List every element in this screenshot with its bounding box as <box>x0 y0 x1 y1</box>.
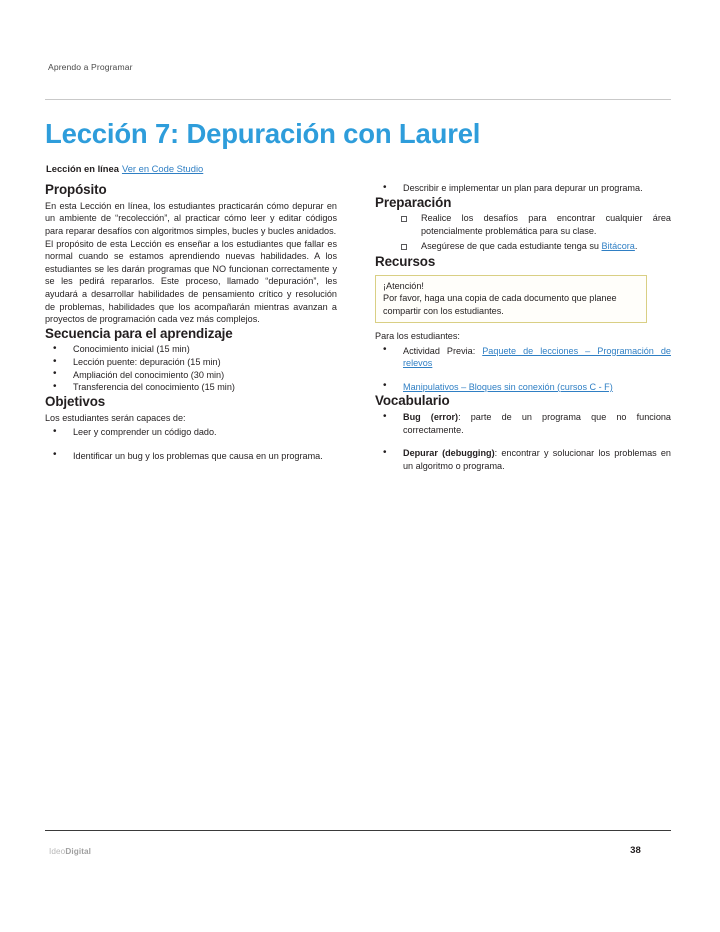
list-item <box>375 381 671 394</box>
vocabulario-term-2: Depurar (debugging) <box>403 448 495 459</box>
heading-recursos: Recursos <box>375 254 436 270</box>
header-divider <box>45 99 671 100</box>
list-item: • Lección puente: depuración (15 min) <box>45 356 337 369</box>
preparacion-item-2-suffix: . <box>634 240 638 251</box>
heading-secuencia: Secuencia para el aprendizaje <box>45 325 233 341</box>
vocabulario-definition-2: : encontrar y solucionar los problemas en un algoritmo o programa. <box>403 448 671 471</box>
list-item: • Conocimiento inicial (15 min) <box>45 343 337 356</box>
callout-body: Por favor, haga una copia de cada documento que planee compartir con los estudiantes. <box>383 293 617 316</box>
list-item <box>375 212 671 237</box>
online-lesson-line <box>46 163 203 174</box>
list-item <box>375 240 671 253</box>
objetivos-list <box>45 426 337 462</box>
list-item: • Leer y comprender un código dado. <box>45 426 337 439</box>
heading-vocabulario: Vocabulario <box>375 393 450 409</box>
bitacora-link[interactable]: Bitácora <box>601 240 635 251</box>
list-item: • Transferencia del conocimiento (15 min) <box>45 381 337 394</box>
left-column <box>45 182 337 462</box>
proposito-paragraph-2: El propósito de esta Lección es enseñar a los estudiantes que fallar es normal cuando se estamos aprendiendo nuevas habilidades. A los estudiantes se les darán programas que NO funcionan correctamente y se les pedirá repararlos. Este proceso, llamado “depuración”, les ayudará a desarrollar habilidades de pensamiento crítico y resolución de problemas, habilidades que los acompañarán mientras avanzan a proyectos de programación cada vez más complejos. <box>45 238 337 325</box>
page-number: 38 <box>630 845 641 856</box>
view-in-code-studio-link[interactable]: Ver en Code Studio <box>121 163 204 174</box>
preparacion-item-2-text: Asegúrese de que cada estudiante tenga su <box>421 240 602 251</box>
list-item: • Identificar un bug y los problemas que causa en un programa. <box>45 450 337 463</box>
recursos-list <box>375 345 671 394</box>
list-item: • Describir e implementar un plan para depurar un programa. <box>375 182 671 195</box>
recursos-item-1-prefix: Actividad Previa: <box>403 345 483 356</box>
vocabulario-definition-1: : parte de un programa que no funciona correctamente. <box>403 412 671 435</box>
right-column <box>375 182 671 473</box>
paquete-lecciones-link[interactable]: Paquete de lecciones – Programación de relevos <box>403 345 671 369</box>
preparacion-item-1-text: Realice los desafíos para encontrar cualquier área potencialmente problemática para su clase. <box>421 213 671 236</box>
footer-logo-part1: Ideo <box>49 847 66 856</box>
footer-logo <box>49 847 91 856</box>
list-item: • Ampliación del conocimiento (30 min) <box>45 369 337 382</box>
online-lesson-label: Lección en línea <box>46 163 119 174</box>
proposito-paragraph-1: En esta Lección en línea, los estudiantes practicarán cómo depurar en un ambiente de “recolección”, al practicar cómo leer y editar códigos para reparar desafíos con algoritmos simples, bucles y bucles anidados. <box>45 200 337 236</box>
heading-preparacion: Preparación <box>375 194 452 210</box>
list-item <box>375 411 671 436</box>
preparacion-list <box>375 212 671 252</box>
manipulativos-link[interactable]: Manipulativos – Bloques sin conexión (cursos C - F) <box>403 381 613 392</box>
vocabulario-list <box>375 411 671 472</box>
heading-proposito: Propósito <box>45 182 107 197</box>
footer-divider <box>45 830 671 831</box>
running-header: Aprendo a Programar <box>48 62 133 72</box>
callout-title: ¡Atención! <box>383 280 424 291</box>
vocabulario-term-1: Bug (error) <box>403 412 459 423</box>
secuencia-list <box>45 343 337 393</box>
recursos-lead: Para los estudiantes: <box>375 331 460 342</box>
heading-objetivos: Objetivos <box>45 393 106 409</box>
objetivos-continued-list <box>375 182 671 195</box>
attention-callout <box>375 275 647 323</box>
page-title: Lección 7: Depuración con Laurel <box>45 118 481 149</box>
footer-logo-part2: Digital <box>65 847 92 856</box>
list-item <box>375 345 671 370</box>
objetivos-lead: Los estudiantes serán capaces de: <box>45 412 186 423</box>
list-item <box>375 447 671 472</box>
